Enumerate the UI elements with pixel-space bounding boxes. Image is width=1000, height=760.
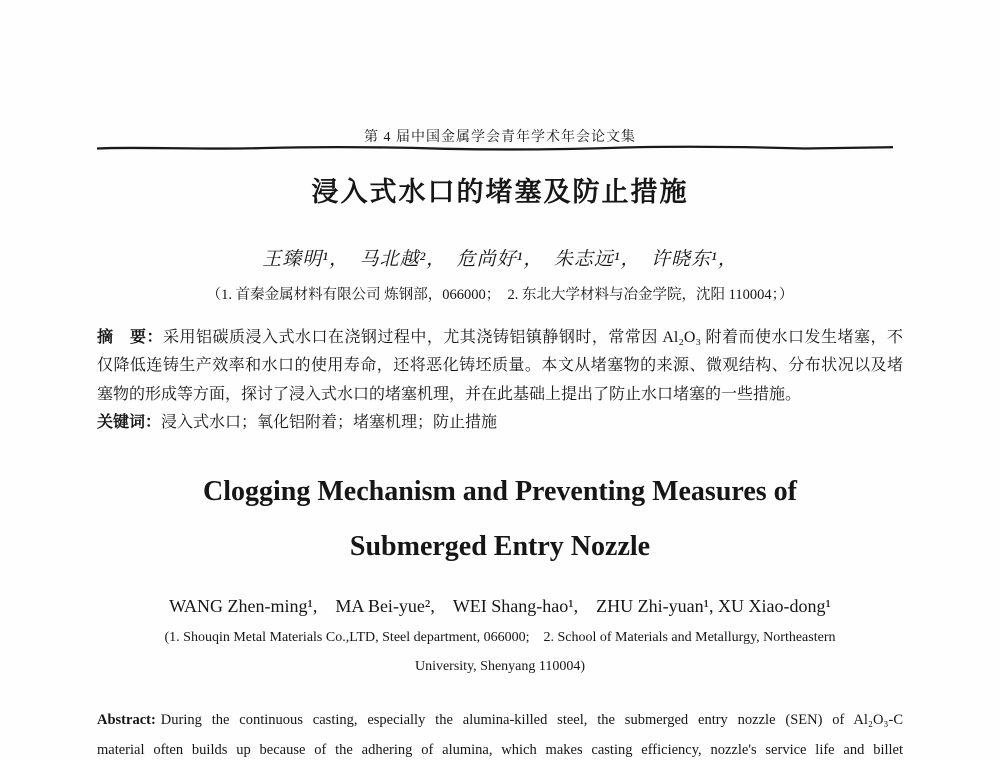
header-divider-rule bbox=[95, 143, 895, 153]
chinese-abstract-line-1 bbox=[97, 324, 903, 352]
chinese-keywords-text: 浸入式水口；氧化铝附着；堵塞机理；防止措施 bbox=[161, 413, 498, 431]
english-abstract-text-2: material often builds up because of the adhering of alumina, which makes casting efficiency, nozzle's service life and billet bbox=[97, 742, 903, 758]
english-affiliation-line-1: (1. Shouqin Metal Materials Co.,LTD, Steel department, 066000; 2. School of Materials and Metallurgy, Northeastern bbox=[164, 630, 836, 645]
english-abstract-line-2 bbox=[97, 735, 903, 760]
chinese-affiliation-line: （1. 首秦金属材料有限公司 炼钢部，066000； 2. 东北大学材料与冶金学院，沈阳 110004；） bbox=[206, 287, 794, 303]
chinese-paper-title: 浸入式水口的堵塞及防止措施 bbox=[311, 177, 689, 207]
chinese-abstract-line-2 bbox=[97, 352, 903, 380]
chinese-abstract-text-1: 采用铝碳质浸入式水口在浇钢过程中，尤其浇铸铝镇静钢时，常常因 Al₂O₃ 附着而使水口发生堵塞，不 bbox=[162, 329, 903, 346]
chinese-authors-line: 王臻明¹， 马北越²， 危尚好¹， 朱志远¹， 许晓东¹， bbox=[262, 249, 738, 270]
english-abstract-line-1 bbox=[97, 705, 903, 735]
english-affiliation-line-2: University, Shenyang 110004) bbox=[414, 659, 586, 674]
english-authors-line: WANG Zhen-ming¹, MA Bei-yue², WEI Shang-hao¹, ZHU Zhi-yuan¹, XU Xiao-dong¹ bbox=[169, 596, 831, 616]
chinese-abstract-text-3: 塞物的形成等方面，探讨了浸入式水口的堵塞机理，并在此基础上提出了防止水口堵塞的一些措施。 bbox=[97, 385, 802, 403]
english-title-line-1: Clogging Mechanism and Preventing Measures of bbox=[203, 476, 797, 507]
chinese-keywords-line bbox=[97, 409, 903, 437]
chinese-abstract-block bbox=[97, 324, 903, 437]
chinese-abstract-line-3 bbox=[97, 381, 903, 409]
chinese-keywords-label: 关键词： bbox=[97, 413, 162, 431]
chinese-abstract-text-2: 仅降低连铸生产效率和水口的使用寿命，还将恶化铸坯质量。本文从堵塞物的来源、微观结构、分布状况以及堵 bbox=[97, 357, 903, 375]
english-abstract-block bbox=[97, 705, 903, 760]
english-abstract-text-1: During the continuous casting, especially the alumina-killed steel, the submerged entry nozzle (SEN) of Al₂O₃-C bbox=[160, 712, 903, 728]
chinese-abstract-label: 摘 要： bbox=[97, 329, 163, 346]
proceedings-header: 第 4 届中国金属学会青年学术年会论文集 bbox=[364, 130, 636, 145]
english-title-line-2: Submerged Entry Nozzle bbox=[349, 531, 651, 562]
english-abstract-label: Abstract: bbox=[97, 712, 156, 728]
